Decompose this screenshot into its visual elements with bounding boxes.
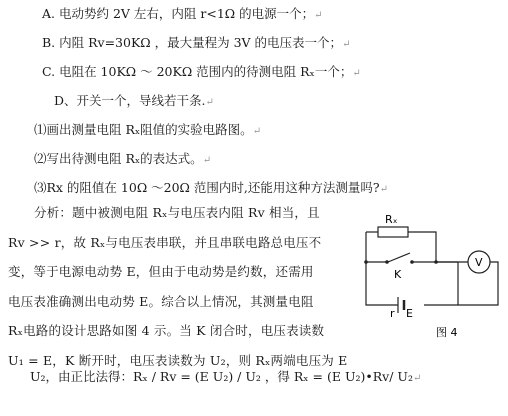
junction-dot [434, 260, 438, 264]
paragraph-mark: ↵ [352, 68, 361, 79]
question-1 [34, 122, 261, 140]
paragraph-mark: ↵ [379, 184, 388, 195]
paragraph-mark: ↵ [342, 39, 351, 50]
question-2-text: ⑵写出待测电阻 Rₓ的表达式。 [34, 151, 203, 166]
question-3 [34, 180, 388, 198]
question-3-text: ⑶Rx 的阻值在 10Ω ～20Ω 范围内时,还能用这种方法测量吗? [34, 180, 380, 195]
paragraph-mark: ↵ [202, 155, 212, 166]
voltmeter-label: V [475, 256, 483, 269]
question-2 [34, 151, 211, 169]
circuit-wire [424, 262, 458, 305]
option-a [42, 6, 323, 24]
option-b-text: B. 内阻 Rv=30KΩ ，最大量程为 3V 的电压表一个； [42, 35, 343, 50]
analysis-line: Rv >> r，故 Rₓ与电压表串联，并且串联电路总电压不 [8, 234, 322, 250]
option-d-text: D、开关一个，导线若干条. [54, 93, 206, 108]
analysis-line: Rₓ电路的设计思路如图 4 示。当 K 闭合时，电压表读数 [8, 323, 325, 338]
figure-caption: 图 4 [436, 326, 458, 339]
question-1-text: ⑴画出测量电阻 Rₓ阻值的实验电路图。 [34, 122, 253, 137]
internal-resistance-label: r [390, 307, 395, 320]
circuit-wire [408, 232, 436, 262]
paragraph-mark: ↵ [205, 97, 214, 108]
analysis-line: U₁ = E，K 断开时，电压表读数为 U₂，则 Rₓ两端电压为 E [8, 352, 348, 368]
analysis-paragraph [8, 198, 356, 375]
paragraph-mark: ↵ [252, 126, 262, 137]
resistor-label: Rₓ [385, 213, 398, 226]
switch-contact [385, 260, 389, 264]
paragraph-mark: ↵ [314, 10, 323, 21]
analysis-last-line [30, 369, 421, 387]
analysis-line: 分析：题中被测电阻 Rₓ与电压表内阻 Rv 相当，且 [34, 205, 320, 220]
circuit-diagram [358, 200, 508, 360]
switch-label: K [394, 268, 402, 281]
option-c-text: C. 电阻在 10KΩ ～ 20KΩ 范围内的待测电阻 Rₓ一个； [42, 64, 353, 79]
emf-label: E [406, 307, 413, 320]
switch-contact [410, 260, 414, 264]
analysis-line: 变，等于电源电动势 E，但由于电动势是约数，还需用 [8, 264, 314, 279]
paragraph-mark: ↵ [412, 373, 422, 384]
analysis-line: 电压表准确测出电动势 E。综合以上情况，其测量电阻 [8, 293, 314, 309]
switch-k-blade [388, 253, 410, 262]
option-a-text: A. 电动势约 2V 左右，内阻 r<1Ω 的电源一个； [42, 6, 315, 21]
analysis-formula: U₂，由正比法得：Rₓ / Rv = (E U₂) / U₂ ，得 Rₓ = (E U₂)•Rv/ U₂ [30, 369, 413, 384]
junction-dot [364, 260, 368, 264]
option-d [54, 93, 214, 111]
option-b [42, 35, 350, 53]
resistor-rx [378, 227, 408, 237]
option-c [42, 64, 361, 82]
